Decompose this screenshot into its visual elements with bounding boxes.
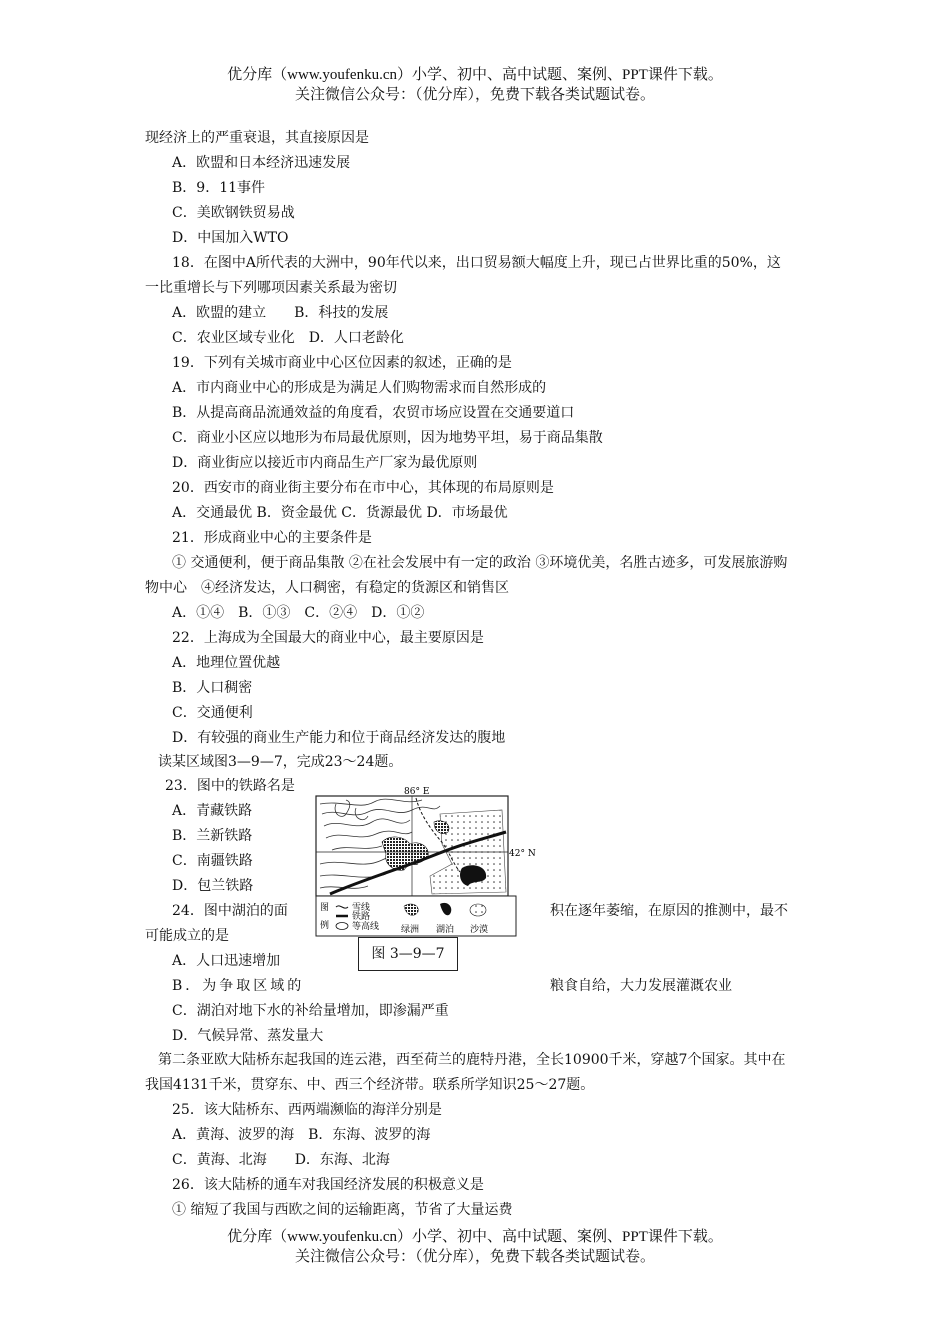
- legend-snowline: 雪线: [352, 903, 371, 913]
- desert-symbol: [470, 904, 486, 916]
- question-22: 22．上海成为全国最大的商业中心，最主要原因是: [172, 630, 484, 646]
- question-24-left: 24．图中湖泊的面: [172, 903, 288, 919]
- figure-intro: 读某区域图3—9—7，完成23～24题。: [158, 754, 403, 770]
- latitude-label: 42° N: [509, 849, 536, 859]
- option-a: A．人口迅速增加: [172, 953, 281, 969]
- figure-caption: 图 3—9—7: [358, 937, 458, 971]
- option-a: A．地理位置优越: [172, 655, 281, 671]
- option-d: D．包兰铁路: [172, 878, 254, 894]
- legend-lake: 湖泊: [436, 925, 455, 935]
- question-23: 23．图中的铁路名是: [165, 778, 295, 794]
- question-18: 18．在图中A所代表的大洲中，90年代以来，出口贸易额大幅度上升，现已占世界比重的50%，这: [172, 255, 781, 271]
- option-c: C．湖泊对地下水的补给量增加，即渗漏严重: [172, 1003, 449, 1019]
- question-text: 现经济上的严重衰退，其直接原因是: [145, 130, 369, 146]
- option-ab: A．欧盟的建立 B．科技的发展: [172, 305, 389, 321]
- legend-oasis: 绿洲: [401, 925, 420, 935]
- legend-li: 例: [320, 921, 330, 931]
- question-19: 19．下列有关城市商业中心区位因素的叙述，正确的是: [172, 355, 512, 371]
- header-watermark-line1: 优分库（www.youfenku.cn）小学、初中、高中试题、案例、PPT课件下载。: [227, 67, 723, 83]
- options-25-ab: A．黄海、波罗的海 B．东海、波罗的海: [172, 1127, 431, 1143]
- option-b-left: [172, 976, 305, 996]
- question-25: 25．该大陆桥东、西两端濒临的海洋分别是: [172, 1102, 442, 1118]
- option-b-right: 粮食自给，大力发展灌溉农业: [550, 978, 732, 994]
- longitude-label: 86° E: [404, 787, 430, 797]
- options-25-cd: C．黄海、北海 D．东海、北海: [172, 1152, 390, 1168]
- question-21-items: ① 交通便利，便于商品集散 ②在社会发展中有一定的政治 ③环境优美，名胜古迹多，可发展旅游购: [172, 555, 788, 571]
- question-24-cont: 可能成立的是: [145, 928, 229, 944]
- legend-railway: 铁路: [352, 912, 371, 922]
- footer-watermark-line2: 关注微信公众号：（优分库），免费下载各类试题试卷。: [294, 1249, 655, 1265]
- option-c: C．美欧钢铁贸易战: [172, 205, 295, 221]
- option-d: D．有较强的商业生产能力和位于商品经济发达的腹地: [172, 730, 506, 746]
- option-a: A．欧盟和日本经济迅速发展: [172, 155, 351, 171]
- option-b: B．从提高商品流通效益的角度看，农贸市场应设置在交通要道口: [172, 405, 575, 421]
- question-20: 20．西安市的商业街主要分布在市中心，其体现的布局原则是: [172, 480, 554, 496]
- passage-line1: 第二条亚欧大陆桥东起我国的连云港，西至荷兰的鹿特丹港，全长10900千米，穿越7个国家。其中在: [158, 1052, 786, 1068]
- passage-line2: 我国4131千米，贯穿东、中、西三个经济带。联系所学知识25～27题。: [145, 1077, 595, 1093]
- question-26: 26．该大陆桥的通车对我国经济发展的积极意义是: [172, 1177, 484, 1193]
- option-b: B．兰新铁路: [172, 828, 253, 844]
- option-d: D．商业街应以接近市内商品生产厂家为最优原则: [172, 455, 478, 471]
- question-24-right: 积在逐年萎缩，在原因的推测中，最不: [550, 903, 788, 919]
- option-a: A．市内商业中心的形成是为满足人们购物需求而自然形成的: [172, 380, 547, 396]
- legend-desert: 沙漠: [470, 925, 489, 935]
- question-21-items-cont: 物中心 ④经济发达，人口稠密，有稳定的货源区和销售区: [145, 580, 509, 596]
- options-20: A．交通最优 B．资金最优 C．货源最优 D．市场最优: [172, 505, 508, 521]
- question-18-cont: 一比重增长与下列哪项因素关系最为密切: [145, 280, 397, 296]
- legend-tu: 图: [320, 903, 330, 913]
- legend-contour: 等高线: [352, 922, 380, 932]
- option-c: C．交通便利: [172, 705, 253, 721]
- option-c: C．商业小区应以地形为布局最优原则，因为地势平坦，易于商品集散: [172, 430, 603, 446]
- option-d: D．气候异常、蒸发量大: [172, 1028, 324, 1044]
- footer-watermark-line1: 优分库（www.youfenku.cn）小学、初中、高中试题、案例、PPT课件下载。: [227, 1229, 723, 1245]
- header-watermark-line2: 关注微信公众号：（优分库），免费下载各类试题试卷。: [294, 87, 655, 103]
- option-b-left-text: B．为争取区域的: [172, 978, 305, 994]
- option-cd: C．农业区域专业化 D．人口老龄化: [172, 330, 404, 346]
- options-21: A．①④ B．①③ C．②④ D．①②: [172, 605, 425, 621]
- option-a: A．青藏铁路: [172, 803, 253, 819]
- question-26-item1: ① 缩短了我国与西欧之间的运输距离，节省了大量运费: [172, 1202, 513, 1218]
- option-b: B．人口稠密: [172, 680, 253, 696]
- option-c: C．南疆铁路: [172, 853, 253, 869]
- question-21: 21．形成商业中心的主要条件是: [172, 530, 372, 546]
- option-d: D．中国加入WTO: [172, 230, 289, 246]
- option-b: B．9．11事件: [172, 180, 266, 196]
